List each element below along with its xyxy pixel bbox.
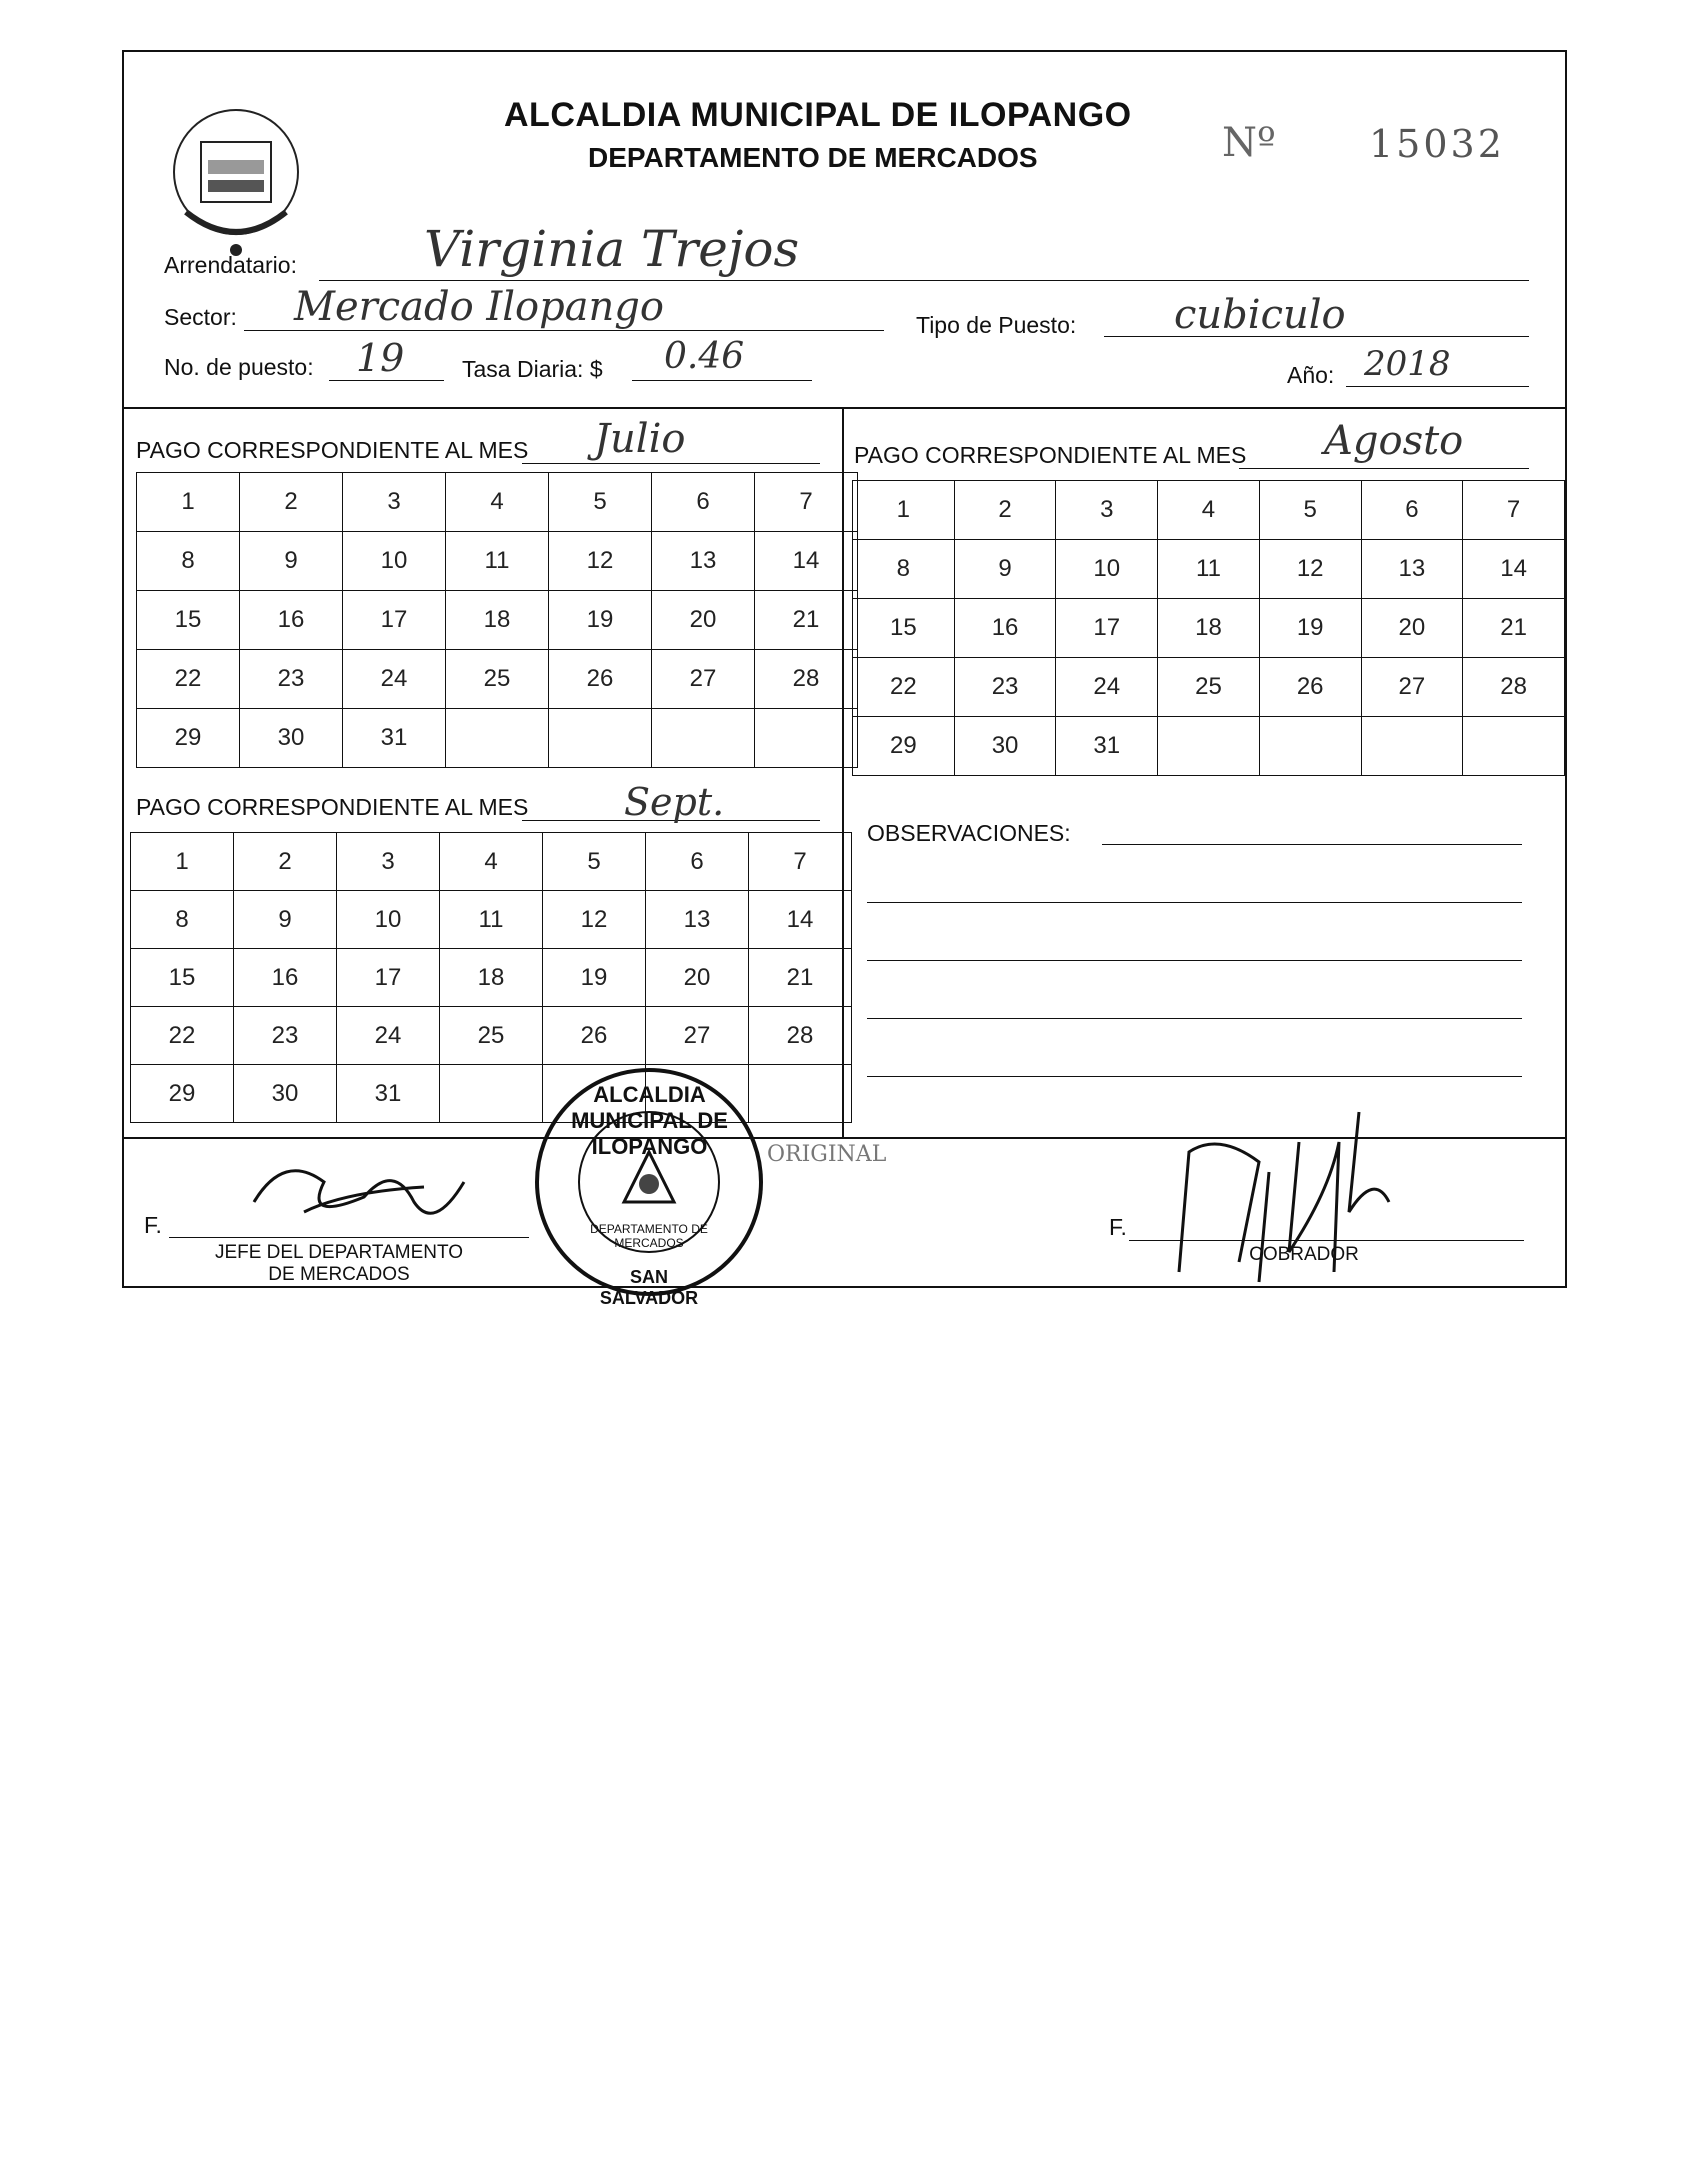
day-number: 14	[786, 905, 814, 933]
day-number: 24	[1093, 673, 1121, 700]
day-cell[interactable]	[543, 1007, 646, 1065]
day-cell[interactable]	[1463, 658, 1565, 717]
day-number: 13	[689, 547, 717, 574]
day-cell[interactable]	[446, 532, 549, 591]
day-cell[interactable]	[137, 532, 240, 591]
month-3-value[interactable]: Sept.	[624, 780, 725, 824]
day-cell[interactable]	[853, 717, 955, 776]
day-cell[interactable]	[1056, 599, 1158, 658]
day-number: 17	[374, 963, 402, 991]
day-cell[interactable]	[749, 1007, 852, 1065]
empty-day-cell	[1259, 717, 1361, 776]
day-cell[interactable]	[853, 481, 955, 540]
day-cell[interactable]	[131, 891, 234, 949]
month-2-day-grid	[852, 480, 1565, 776]
day-number: 30	[277, 724, 305, 751]
day-cell[interactable]	[646, 1007, 749, 1065]
day-cell[interactable]	[755, 532, 858, 591]
sector-label: Sector:	[164, 304, 237, 330]
day-number: 4	[484, 847, 498, 875]
day-row	[853, 481, 1565, 540]
puesto-line	[329, 380, 444, 381]
day-cell[interactable]	[137, 591, 240, 650]
day-number: 3	[1100, 496, 1114, 523]
day-number: 25	[1195, 673, 1222, 700]
month-1-line	[522, 463, 820, 464]
empty-day-cell	[1158, 717, 1260, 776]
jefe-label-line-2: DE MERCADOS	[268, 1264, 410, 1285]
folio-label: Nº	[1222, 120, 1276, 166]
month-2-line	[1239, 468, 1529, 469]
day-cell[interactable]	[1463, 540, 1565, 599]
day-row	[137, 650, 858, 709]
day-cell[interactable]	[549, 650, 652, 709]
day-number: 5	[1303, 496, 1317, 523]
day-number: 2	[284, 488, 298, 515]
day-cell[interactable]	[1259, 481, 1361, 540]
day-row	[131, 891, 852, 949]
day-number: 9	[998, 555, 1012, 582]
f-right-label: F.	[1109, 1214, 1127, 1240]
day-number: 18	[477, 963, 505, 991]
day-number: 21	[1500, 614, 1527, 641]
day-cell[interactable]	[234, 891, 337, 949]
day-number: 28	[786, 1021, 814, 1049]
day-cell[interactable]	[646, 949, 749, 1007]
day-number: 23	[991, 673, 1019, 700]
day-cell[interactable]	[440, 1007, 543, 1065]
day-cell[interactable]	[549, 591, 652, 650]
day-number: 3	[387, 488, 401, 515]
day-number: 28	[1500, 673, 1527, 700]
day-number: 5	[587, 847, 601, 875]
day-cell[interactable]	[954, 481, 1056, 540]
day-cell[interactable]	[755, 650, 858, 709]
day-number: 7	[1506, 496, 1521, 523]
month-2-label: PAGO CORRESPONDIENTE AL MES	[854, 442, 1247, 468]
day-cell[interactable]	[240, 591, 343, 650]
day-number: 29	[890, 732, 917, 759]
day-cell[interactable]	[234, 1065, 337, 1123]
day-cell[interactable]	[1259, 599, 1361, 658]
day-number: 14	[1500, 555, 1527, 582]
day-cell[interactable]	[1259, 540, 1361, 599]
day-number: 19	[1296, 614, 1324, 641]
day-number: 8	[181, 547, 195, 574]
day-number: 20	[683, 963, 711, 991]
day-number: 22	[168, 1021, 196, 1049]
day-number: 24	[374, 1021, 402, 1049]
day-cell[interactable]	[1056, 717, 1158, 776]
month-1-label: PAGO CORRESPONDIENTE AL MES	[136, 437, 529, 463]
day-cell[interactable]	[440, 949, 543, 1007]
jefe-label	[209, 1242, 469, 1286]
day-number: 30	[991, 732, 1019, 759]
day-number: 11	[1196, 555, 1221, 582]
day-cell[interactable]	[543, 833, 646, 891]
day-cell[interactable]	[853, 540, 955, 599]
page-title: ALCALDIA MUNICIPAL DE ILOPANGO	[504, 96, 1132, 134]
day-row	[131, 1007, 852, 1065]
day-cell[interactable]	[337, 949, 440, 1007]
day-cell[interactable]	[1463, 599, 1565, 658]
day-cell[interactable]	[240, 532, 343, 591]
day-cell[interactable]	[137, 473, 240, 532]
folio-number: 15032	[1369, 122, 1505, 166]
day-cell[interactable]	[343, 650, 446, 709]
day-cell[interactable]	[240, 650, 343, 709]
day-cell[interactable]	[1463, 481, 1565, 540]
day-number: 18	[1195, 614, 1222, 641]
day-number: 8	[175, 905, 189, 933]
cobrador-label: COBRADOR	[1249, 1244, 1359, 1265]
day-number: 6	[696, 488, 710, 515]
day-cell[interactable]	[755, 591, 858, 650]
day-number: 22	[890, 673, 917, 700]
stamp-bottom-text: SAN SALVADOR	[599, 1267, 699, 1308]
day-number: 6	[690, 847, 704, 875]
day-number: 27	[1398, 673, 1426, 700]
day-number: 7	[793, 847, 807, 875]
day-cell[interactable]	[343, 709, 446, 768]
day-cell[interactable]	[131, 833, 234, 891]
day-cell[interactable]	[543, 949, 646, 1007]
tasa-label: Tasa Diaria: $	[462, 356, 603, 382]
day-number: 19	[586, 606, 614, 633]
day-cell[interactable]	[131, 1007, 234, 1065]
day-cell[interactable]	[1361, 540, 1463, 599]
day-number: 9	[284, 547, 298, 574]
day-number: 4	[1201, 496, 1216, 523]
day-cell[interactable]	[954, 717, 1056, 776]
stamp-top-text: ALCALDIA MUNICIPAL DE ILOPANGO	[571, 1082, 728, 1159]
day-number: 27	[689, 665, 717, 692]
day-number: 17	[380, 606, 408, 633]
empty-day-cell	[652, 709, 755, 768]
day-number: 21	[792, 606, 820, 633]
day-number: 2	[998, 496, 1012, 523]
day-row	[131, 949, 852, 1007]
empty-day-cell	[755, 709, 858, 768]
day-number: 25	[483, 665, 511, 692]
stamp-inner-text: DEPARTAMENTO DE MERCADOS	[590, 1222, 708, 1250]
day-number: 31	[380, 724, 408, 751]
tipo-value[interactable]: cubiculo	[1174, 292, 1346, 338]
day-cell[interactable]	[343, 591, 446, 650]
day-number: 1	[896, 496, 911, 523]
empty-day-cell	[1361, 717, 1463, 776]
day-cell[interactable]	[337, 833, 440, 891]
day-cell[interactable]	[652, 532, 755, 591]
day-cell[interactable]	[440, 833, 543, 891]
day-number: 27	[683, 1021, 711, 1049]
day-cell[interactable]	[549, 473, 652, 532]
month-1-day-grid	[136, 472, 858, 768]
empty-day-cell	[446, 709, 549, 768]
page-subtitle: DEPARTAMENTO DE MERCADOS	[588, 142, 1038, 173]
day-row	[853, 540, 1565, 599]
day-number: 12	[1296, 555, 1324, 582]
day-cell[interactable]	[1361, 599, 1463, 658]
day-cell[interactable]	[337, 1065, 440, 1123]
anio-line	[1346, 386, 1529, 387]
day-cell[interactable]	[131, 949, 234, 1007]
day-number: 24	[380, 665, 408, 692]
day-row	[853, 658, 1565, 717]
day-cell[interactable]	[343, 473, 446, 532]
day-number: 12	[586, 547, 614, 574]
day-cell[interactable]	[1158, 658, 1260, 717]
day-cell[interactable]	[234, 949, 337, 1007]
day-cell[interactable]	[646, 833, 749, 891]
tipo-label: Tipo de Puesto:	[916, 312, 1077, 338]
market-payment-card	[122, 50, 1567, 1308]
day-number: 20	[689, 606, 717, 633]
tasa-line	[632, 380, 812, 381]
day-number: 16	[991, 614, 1019, 641]
month-3-label: PAGO CORRESPONDIENTE AL MES	[136, 794, 529, 820]
arrendatario-label: Arrendatario:	[164, 252, 297, 278]
observaciones-line-3[interactable]	[867, 960, 1522, 961]
day-row	[131, 833, 852, 891]
day-cell[interactable]	[137, 650, 240, 709]
day-number: 13	[683, 905, 711, 933]
month-2-value[interactable]: Agosto	[1324, 418, 1464, 464]
day-cell[interactable]	[240, 709, 343, 768]
day-cell[interactable]	[137, 709, 240, 768]
day-cell[interactable]	[749, 891, 852, 949]
day-number: 21	[786, 963, 814, 991]
day-cell[interactable]	[1158, 481, 1260, 540]
day-cell[interactable]	[234, 833, 337, 891]
day-number: 28	[792, 665, 820, 692]
observaciones-line-2[interactable]	[867, 902, 1522, 903]
day-row	[137, 591, 858, 650]
f-left-label: F.	[144, 1212, 162, 1238]
sector-line	[244, 330, 884, 331]
day-number: 16	[277, 606, 305, 633]
day-cell[interactable]	[240, 473, 343, 532]
day-cell[interactable]	[954, 658, 1056, 717]
observaciones-label: OBSERVACIONES:	[867, 820, 1071, 846]
day-number: 29	[174, 724, 202, 751]
day-cell[interactable]	[1158, 599, 1260, 658]
day-number: 6	[1405, 496, 1419, 523]
day-cell[interactable]	[749, 949, 852, 1007]
day-number: 19	[580, 963, 608, 991]
day-number: 23	[271, 1021, 299, 1049]
day-number: 5	[593, 488, 607, 515]
day-cell[interactable]	[954, 599, 1056, 658]
day-number: 18	[483, 606, 511, 633]
day-number: 16	[271, 963, 299, 991]
day-number: 20	[1398, 614, 1426, 641]
day-number: 12	[580, 905, 608, 933]
day-number: 15	[168, 963, 196, 991]
day-cell[interactable]	[446, 650, 549, 709]
day-cell[interactable]	[343, 532, 446, 591]
day-cell[interactable]	[646, 891, 749, 949]
day-cell[interactable]	[755, 473, 858, 532]
day-row	[137, 532, 858, 591]
day-number: 26	[586, 665, 614, 692]
day-number: 25	[477, 1021, 505, 1049]
day-row	[853, 717, 1565, 776]
arrendatario-value[interactable]: Virginia Trejos	[424, 220, 800, 278]
day-cell[interactable]	[337, 891, 440, 949]
anio-value[interactable]: 2018	[1364, 344, 1451, 384]
day-cell[interactable]	[131, 1065, 234, 1123]
day-row	[137, 473, 858, 532]
observaciones-line-4[interactable]	[867, 1018, 1522, 1019]
day-row	[853, 599, 1565, 658]
day-cell[interactable]	[652, 591, 755, 650]
day-cell[interactable]	[446, 473, 549, 532]
day-cell[interactable]	[1056, 481, 1158, 540]
day-cell[interactable]	[1056, 658, 1158, 717]
day-cell[interactable]	[1259, 658, 1361, 717]
arrendatario-line	[319, 280, 1529, 281]
jefe-label-line-1: JEFE DEL DEPARTAMENTO	[214, 1242, 464, 1263]
original-mark: ORIGINAL	[767, 1142, 887, 1167]
puesto-value[interactable]: 19	[356, 336, 405, 380]
day-cell[interactable]	[652, 473, 755, 532]
day-cell[interactable]	[234, 1007, 337, 1065]
day-number: 26	[580, 1021, 608, 1049]
day-number: 4	[490, 488, 504, 515]
day-cell[interactable]	[1361, 658, 1463, 717]
day-number: 29	[168, 1079, 196, 1107]
day-number: 15	[174, 606, 202, 633]
puesto-label: No. de puesto:	[164, 354, 314, 380]
municipal-coat-of-arms	[166, 102, 306, 262]
day-number: 23	[277, 665, 305, 692]
day-cell[interactable]	[446, 591, 549, 650]
empty-day-cell	[1463, 717, 1565, 776]
day-cell[interactable]	[652, 650, 755, 709]
day-number: 10	[380, 547, 408, 574]
day-number: 30	[271, 1079, 299, 1107]
day-cell[interactable]	[440, 891, 543, 949]
day-number: 3	[381, 847, 395, 875]
day-cell[interactable]	[549, 532, 652, 591]
day-number: 10	[374, 905, 402, 933]
day-number: 11	[484, 547, 510, 574]
tasa-value[interactable]: 0.46	[664, 336, 745, 377]
day-number: 22	[174, 665, 202, 692]
day-cell[interactable]	[853, 658, 955, 717]
observaciones-line-5[interactable]	[867, 1076, 1522, 1077]
day-number: 31	[1093, 732, 1121, 759]
day-number: 1	[175, 847, 189, 875]
day-number: 11	[478, 905, 504, 933]
day-number: 2	[278, 847, 292, 875]
day-number: 7	[799, 488, 813, 515]
empty-day-cell	[549, 709, 652, 768]
day-cell[interactable]	[337, 1007, 440, 1065]
day-cell[interactable]	[1158, 540, 1260, 599]
day-number: 14	[792, 547, 820, 574]
section-divider	[124, 407, 1565, 409]
day-row	[137, 709, 858, 768]
day-number: 9	[278, 905, 292, 933]
day-number: 15	[890, 614, 917, 641]
jefe-signature	[244, 1142, 474, 1242]
observaciones-line-1[interactable]	[1102, 844, 1522, 845]
day-number: 10	[1093, 555, 1121, 582]
day-number: 17	[1093, 614, 1121, 641]
day-cell[interactable]	[1361, 481, 1463, 540]
day-number: 8	[896, 555, 911, 582]
month-1-value[interactable]: Julio	[594, 416, 686, 462]
day-cell[interactable]	[954, 540, 1056, 599]
day-cell[interactable]	[543, 891, 646, 949]
day-cell[interactable]	[1056, 540, 1158, 599]
sector-value[interactable]: Mercado Ilopango	[294, 284, 664, 330]
day-number: 31	[374, 1079, 402, 1107]
anio-label: Año:	[1287, 362, 1335, 388]
day-cell[interactable]	[853, 599, 955, 658]
day-number: 13	[1398, 555, 1426, 582]
day-number: 26	[1296, 673, 1324, 700]
day-cell[interactable]	[749, 833, 852, 891]
day-number: 1	[181, 488, 195, 515]
